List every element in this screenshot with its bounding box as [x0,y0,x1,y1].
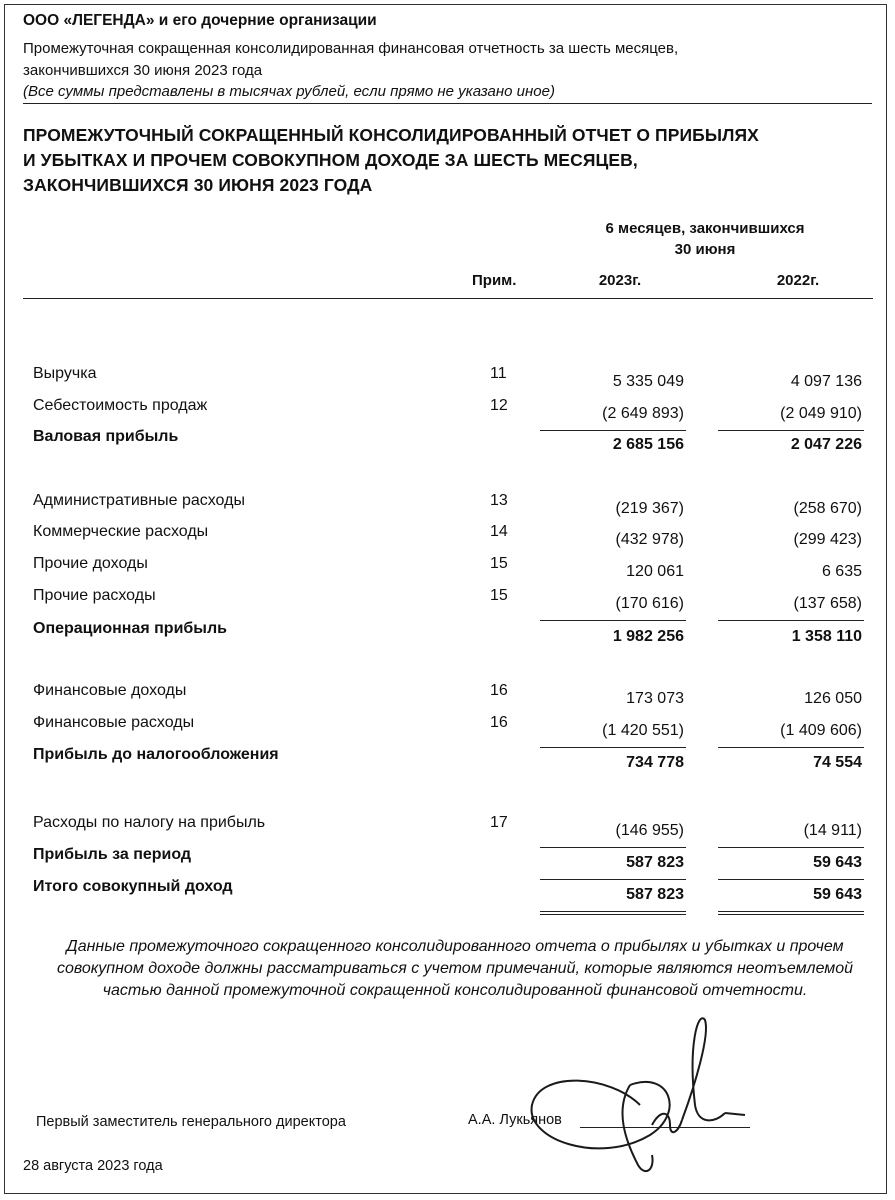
row-value-2022: 126 050 [804,690,862,707]
subtotal-rule [540,879,686,880]
total-double-rule [718,911,864,915]
header-rule [23,103,872,104]
row-value-2023: (170 616) [615,595,684,612]
row-value-2023: 587 823 [626,854,684,871]
row-note: 11 [490,365,507,382]
row-label: Прибыль за период [33,846,192,863]
row-value-2023: 173 073 [626,690,684,707]
row-value-2022: (2 049 910) [780,405,862,422]
subtotal-rule [540,847,686,848]
subtotal-rule [718,430,864,431]
statement-title-line-1: ПРОМЕЖУТОЧНЫЙ СОКРАЩЕННЫЙ КОНСОЛИДИРОВАННЫЙ ОТЧЕТ О ПРИБЫЛЯХ [23,125,759,145]
subtotal-rule [540,747,686,748]
report-subtitle-line-2: закончившихся 30 июня 2023 года [23,62,263,79]
row-label: Итого совокупный доход [33,878,233,895]
row-value-2022: 59 643 [813,886,862,903]
row-value-2022: 2 047 226 [790,436,862,453]
row-value-2022: (14 911) [803,822,862,839]
subtotal-rule [718,620,864,621]
row-label: Выручка [33,365,97,382]
row-label: Финансовые расходы [33,714,195,731]
row-note: 16 [490,714,508,731]
row-label: Прочие расходы [33,587,156,604]
row-value-2022: (258 670) [793,500,862,517]
signatory-position: Первый заместитель генерального директора [36,1114,346,1130]
row-label: Себестоимость продаж [33,397,208,414]
row-value-2023: 5 335 049 [612,373,684,390]
column-header-rule [23,298,873,299]
subtotal-rule [718,847,864,848]
total-double-rule [540,911,686,915]
subtotal-rule [540,620,686,621]
row-label: Валовая прибыль [33,428,179,445]
handwritten-signature-icon [520,1015,760,1185]
row-label: Прибыль до налогообложения [33,746,279,763]
period-header-line-1: 6 месяцев, закончившихся [605,220,805,237]
subtotal-rule [540,430,686,431]
row-value-2022: 6 635 [821,563,862,580]
row-value-2022: (1 409 606) [780,722,862,739]
row-value-2022: 1 358 110 [791,628,862,645]
row-value-2023: (2 649 893) [602,405,684,422]
row-label: Финансовые доходы [33,682,187,699]
row-label: Расходы по налогу на прибыль [33,814,266,831]
row-note: 14 [490,523,508,540]
statement-title-line-3: ЗАКОНЧИВШИХСЯ 30 ИЮНЯ 2023 ГОДА [23,175,373,195]
column-header-2023: 2023г. [598,272,642,289]
row-label: Прочие доходы [33,555,148,572]
row-note: 17 [490,814,508,831]
column-header-note: Прим. [472,272,517,289]
currency-note: (Все суммы представлены в тысячах рублей, если прямо не указано иное) [23,83,555,100]
row-value-2023: (146 955) [615,822,684,839]
signatory-name: А.А. Лукьянов [468,1112,562,1128]
row-label: Административные расходы [33,492,245,509]
period-header-line-2: 30 июня [674,241,736,258]
row-value-2023: (219 367) [615,500,684,517]
row-value-2022: (299 423) [793,531,862,548]
company-name: ООО «ЛЕГЕНДА» и его дочерние организации [23,12,377,29]
row-value-2023: 120 061 [626,563,684,580]
disclaimer-text: Данные промежуточного сокращенного консолидированного отчета о прибылях и убытках и прочем совокупном доходе должны рассматриваться с учетом примечаний, которые являются неотъемлемой частью данной промежуточной сокращенной консолидированной финансовой отчетности. [56,938,854,999]
row-value-2022: (137 658) [793,595,862,612]
subtotal-rule [718,879,864,880]
row-value-2022: 59 643 [813,854,862,871]
row-note: 13 [490,492,508,509]
row-value-2023: (1 420 551) [602,722,684,739]
row-value-2022: 74 554 [813,754,862,771]
statement-title-line-2: И УБЫТКАХ И ПРОЧЕМ СОВОКУПНОМ ДОХОДЕ ЗА ШЕСТЬ МЕСЯЦЕВ, [23,150,638,170]
row-note: 16 [490,682,508,699]
row-value-2023: 587 823 [626,886,684,903]
column-header-2022: 2022г. [776,272,820,289]
row-note: 12 [490,397,508,414]
report-date: 28 августа 2023 года [23,1158,163,1174]
row-value-2023: 2 685 156 [612,436,684,453]
row-label: Операционная прибыль [33,620,227,637]
row-label: Коммерческие расходы [33,523,209,540]
row-value-2022: 4 097 136 [790,373,862,390]
row-value-2023: 1 982 256 [612,628,684,645]
row-note: 15 [490,587,508,604]
row-note: 15 [490,555,508,572]
row-value-2023: (432 978) [615,531,684,548]
report-subtitle-line-1: Промежуточная сокращенная консолидированная финансовая отчетность за шесть месяцев, [23,40,679,57]
subtotal-rule [718,747,864,748]
row-value-2023: 734 778 [626,754,684,771]
